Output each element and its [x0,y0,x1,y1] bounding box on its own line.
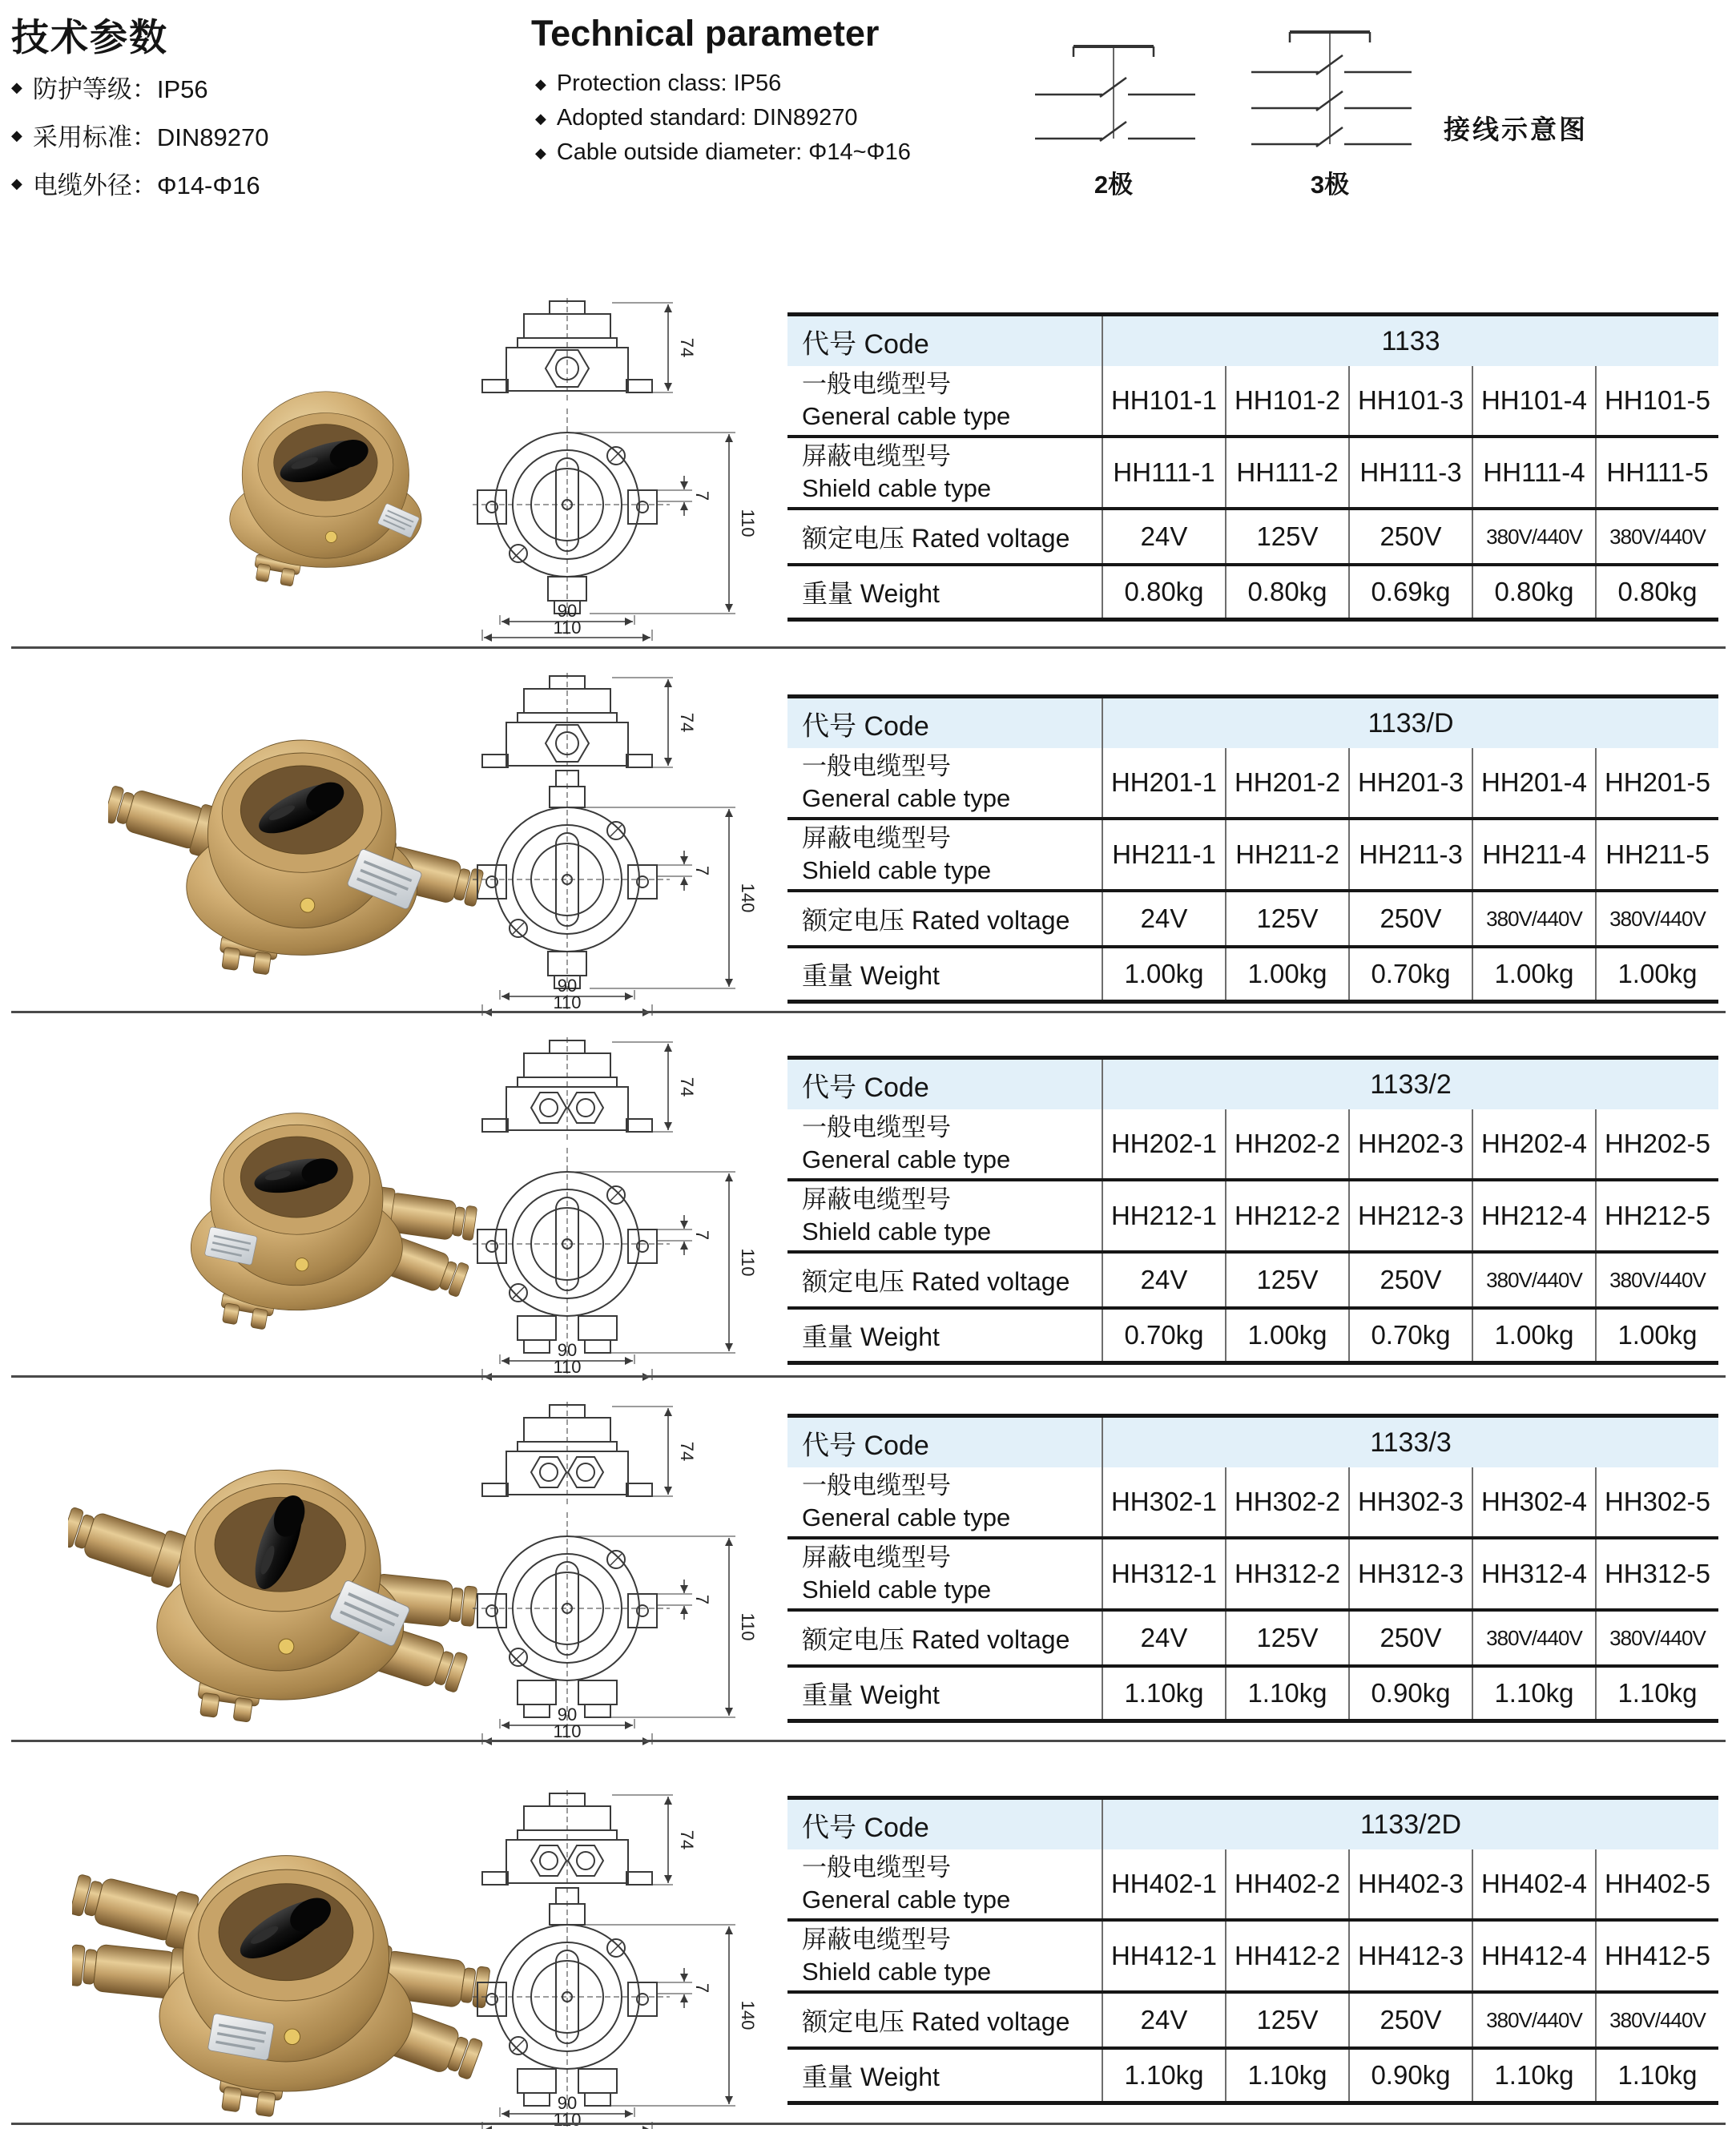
table-row-code [787,698,1718,748]
table-row-shield [787,820,1718,892]
cell: HH402-4 [1472,1849,1595,1918]
diamond-bullet-icon: ◆ [535,110,546,127]
table-row-weight [787,948,1718,1004]
table-row-voltage [787,892,1718,948]
table-row-shield [787,1539,1718,1612]
dim-side-height: 74 [677,712,697,733]
diamond-bullet-icon: ◆ [11,127,22,143]
table-row-general [787,1849,1718,1922]
product-section-1133 [0,184,1736,646]
cell: HH101-3 [1348,366,1472,435]
cell: 0.80kg [1225,566,1348,618]
dim-hole-spacing: 90 [557,601,578,621]
cell: 380V/440V [1472,1254,1595,1306]
cell: HH211-2 [1225,820,1348,889]
cell: HH302-1 [1102,1467,1225,1536]
cell: HH302-3 [1348,1467,1472,1536]
spec-list-cn [11,69,268,201]
cell: 0.70kg [1348,1310,1472,1361]
wiring-caption: 接线示意图 [1444,115,1588,144]
code-value: 1133 [1102,316,1718,366]
cell: HH101-5 [1595,366,1718,435]
table-row-code [787,1060,1718,1109]
cell: HH312-3 [1348,1539,1472,1608]
dim-hole-spacing: 90 [557,1704,578,1725]
cell: HH312-2 [1225,1539,1348,1608]
cell: HH211-5 [1595,820,1718,889]
table-row-weight [787,2050,1718,2105]
cell: 0.80kg [1472,566,1595,618]
row-label: 重量 Weight [802,1322,940,1351]
cell: 0.90kg [1348,2050,1472,2101]
product-photo [72,1812,497,2128]
diamond-bullet-icon: ◆ [535,75,546,92]
cell: 380V/440V [1595,892,1718,945]
cell: HH312-5 [1595,1539,1718,1608]
cell: HH202-3 [1348,1109,1472,1178]
product-photo [172,328,477,637]
dim-hole-spacing: 90 [557,2093,578,2113]
cell: 1.10kg [1472,2050,1595,2101]
cell: 1.10kg [1595,1668,1718,1719]
cell: 1.10kg [1595,2050,1718,2101]
technical-drawing [471,1790,787,2129]
row-label: 一般电缆型号 General cable type [802,1113,1011,1173]
product-photo [68,1427,485,1736]
cell: 380V/440V [1595,1612,1718,1664]
cell: 24V [1102,892,1225,945]
cell: HH101-1 [1102,366,1225,435]
spec-text: Adopted standard: DIN89270 [556,105,858,131]
product-photo [132,1055,485,1363]
technical-drawing [471,298,787,642]
cell: HH111-2 [1225,438,1348,507]
row-label: 代号 Code [802,710,929,742]
cell: HH412-4 [1472,1922,1595,1990]
section-divider [11,1740,1726,1742]
spec-item [535,105,911,131]
dim-front-height: 110 [738,1612,758,1641]
table-row-shield [787,438,1718,510]
cell: HH312-1 [1102,1539,1225,1608]
row-label: 额定电压 Rated voltage [802,524,1070,553]
cell: 1.10kg [1102,2050,1225,2101]
section-divider [11,1011,1726,1013]
cell: 0.69kg [1348,566,1472,618]
row-label: 代号 Code [802,1812,929,1843]
code-value: 1133/3 [1102,1418,1718,1467]
table-row-code [787,1800,1718,1849]
cell: 0.70kg [1102,1310,1225,1361]
product-section-1133D [0,650,1736,1011]
page-title-cn: 技术参数 [11,16,168,58]
cell: HH402-1 [1102,1849,1225,1918]
row-label: 额定电压 Rated voltage [802,906,1070,935]
spec-list-en [535,70,911,166]
cell: 0.80kg [1595,566,1718,618]
cell: 125V [1225,892,1348,945]
row-label: 屏蔽电缆型号 Shield cable type [802,824,992,884]
cell: 250V [1348,1612,1472,1664]
wiring-schematic [1017,22,1466,160]
cell: 380V/440V [1472,892,1595,945]
cell: 1.10kg [1225,2050,1348,2101]
dim-hole-spacing: 90 [557,976,578,996]
dim-slot: 7 [692,865,712,876]
cell: HH302-2 [1225,1467,1348,1536]
page-bottom-rule [11,2123,1726,2125]
cell: HH212-3 [1348,1181,1472,1250]
cell: HH201-1 [1102,748,1225,817]
cell: HH211-4 [1472,820,1595,889]
table-row-general [787,1467,1718,1539]
row-label: 一般电缆型号 General cable type [802,1471,1011,1531]
row-label: 代号 Code [802,1072,929,1103]
cell: HH212-4 [1472,1181,1595,1250]
cell: HH412-2 [1225,1922,1348,1990]
row-label: 重量 Weight [802,961,940,990]
cell: 1.00kg [1102,948,1225,1000]
cell: HH201-2 [1225,748,1348,817]
dim-side-height: 74 [677,337,697,358]
cell: HH101-2 [1225,366,1348,435]
dim-slot: 7 [692,1230,712,1241]
cell: HH402-2 [1225,1849,1348,1918]
row-label: 额定电压 Rated voltage [802,1267,1070,1296]
cell: HH312-4 [1472,1539,1595,1608]
cell: HH402-5 [1595,1849,1718,1918]
cell: 380V/440V [1472,1994,1595,2046]
row-label: 屏蔽电缆型号 Shield cable type [802,1185,992,1246]
row-label: 重量 Weight [802,1680,940,1709]
technical-drawing [471,1037,787,1382]
row-label: 代号 Code [802,1430,929,1461]
dim-overall-width: 110 [553,618,582,638]
row-label: 一般电缆型号 General cable type [802,370,1011,430]
table-row-general [787,366,1718,438]
spec-text: 采用标准：DIN89270 [32,123,269,151]
dim-overall-width: 110 [553,1357,582,1377]
product-section-1133-3 [0,1379,1736,1740]
spec-table [787,694,1718,1004]
wiring-label-3pole: 3极 [1310,171,1350,199]
cell: HH211-3 [1348,820,1472,889]
cell: HH111-1 [1102,438,1225,507]
spec-item [11,117,268,153]
cell: 380V/440V [1595,1994,1718,2046]
cell: HH302-5 [1595,1467,1718,1536]
spec-text: Cable outside diameter: Φ14~Φ16 [556,139,911,165]
product-photo [108,686,493,1003]
cell: HH402-3 [1348,1849,1472,1918]
dim-side-height: 74 [677,1441,697,1462]
table-row-code [787,1418,1718,1467]
spec-text: Protection class: IP56 [556,70,782,96]
spec-table [787,1056,1718,1365]
spec-table [787,1414,1718,1723]
dim-hole-spacing: 90 [557,1340,578,1360]
technical-drawing [471,1402,787,1746]
cell: 125V [1225,1254,1348,1306]
code-value: 1133/2 [1102,1060,1718,1109]
table-row-weight [787,1668,1718,1723]
cell: HH101-4 [1472,366,1595,435]
cell: 380V/440V [1472,510,1595,563]
cell: 0.80kg [1102,566,1225,618]
section-divider [11,646,1726,649]
spec-item [535,70,911,97]
dim-slot: 7 [692,1982,712,1994]
cell: HH202-4 [1472,1109,1595,1178]
cell: 1.00kg [1225,1310,1348,1361]
cell: HH111-3 [1348,438,1472,507]
cell: 250V [1348,1994,1472,2046]
row-label: 代号 Code [802,328,929,360]
spec-item [11,69,268,105]
cell: HH202-5 [1595,1109,1718,1178]
spec-text: 电缆外径：Φ14-Φ16 [32,171,260,199]
row-label: 屏蔽电缆型号 Shield cable type [802,1926,992,1986]
spec-text: 防护等级：IP56 [32,75,208,103]
cell: HH201-3 [1348,748,1472,817]
cell: 1.00kg [1595,1310,1718,1361]
cell: 380V/440V [1595,1254,1718,1306]
table-row-shield [787,1922,1718,1994]
row-label: 一般电缆型号 General cable type [802,752,1011,812]
code-value: 1133/D [1102,698,1718,748]
code-value: 1133/2D [1102,1800,1718,1849]
row-label: 屏蔽电缆型号 Shield cable type [802,1543,992,1604]
dim-slot: 7 [692,490,712,501]
cell: HH111-5 [1595,438,1718,507]
row-label: 额定电压 Rated voltage [802,2007,1070,2036]
cell: 0.70kg [1348,948,1472,1000]
cell: HH201-4 [1472,748,1595,817]
wiring-diagram-icon [1017,22,1466,159]
cell: 125V [1225,510,1348,563]
row-label: 额定电压 Rated voltage [802,1625,1070,1654]
cell: 24V [1102,1254,1225,1306]
table-row-weight [787,1310,1718,1365]
cell: HH202-2 [1225,1109,1348,1178]
cell: 1.00kg [1472,948,1595,1000]
cell: 380V/440V [1595,510,1718,563]
table-row-voltage [787,1994,1718,2050]
section-divider [11,1375,1726,1378]
cell: HH201-5 [1595,748,1718,817]
cell: HH302-4 [1472,1467,1595,1536]
dim-overall-width: 110 [553,992,582,1012]
wiring-label-2pole: 2极 [1094,171,1134,199]
cell: 24V [1102,1994,1225,2046]
dim-side-height: 74 [677,1077,697,1097]
cell: 24V [1102,1612,1225,1664]
dim-front-height: 110 [738,1248,758,1277]
technical-drawing [471,673,787,1017]
spec-item [535,139,911,166]
dim-slot: 7 [692,1594,712,1605]
cell: HH412-5 [1595,1922,1718,1990]
cell: 1.10kg [1472,1668,1595,1719]
cell: HH212-5 [1595,1181,1718,1250]
cell: 125V [1225,1994,1348,2046]
cell: 1.00kg [1225,948,1348,1000]
table-row-shield [787,1181,1718,1254]
cell: HH212-1 [1102,1181,1225,1250]
table-row-general [787,748,1718,820]
row-label: 屏蔽电缆型号 Shield cable type [802,442,992,502]
cell: 250V [1348,510,1472,563]
diamond-bullet-icon: ◆ [11,175,22,191]
cell: HH212-2 [1225,1181,1348,1250]
table-row-voltage [787,1254,1718,1310]
spec-table [787,312,1718,622]
dim-side-height: 74 [677,1829,697,1850]
page-title-en: Technical parameter [531,13,880,54]
dim-overall-width: 110 [553,2110,582,2129]
cell: 1.00kg [1595,948,1718,1000]
cell: 250V [1348,1254,1472,1306]
dim-front-height: 110 [738,509,758,537]
cell: 1.10kg [1102,1668,1225,1719]
product-section-1133-2 [0,1015,1736,1375]
dim-front-height: 140 [738,883,758,913]
table-row-voltage [787,510,1718,566]
cell: 250V [1348,892,1472,945]
cell: HH412-3 [1348,1922,1472,1990]
row-label: 重量 Weight [802,2063,940,2091]
cell: HH111-4 [1472,438,1595,507]
cell: 380V/440V [1472,1612,1595,1664]
diamond-bullet-icon: ◆ [535,144,546,161]
cell: 1.00kg [1472,1310,1595,1361]
cell: 125V [1225,1612,1348,1664]
cell: HH211-1 [1102,820,1225,889]
dim-overall-width: 110 [553,1721,582,1741]
cell: HH412-1 [1102,1922,1225,1990]
cell: 24V [1102,510,1225,563]
product-section-1133-2D [0,1744,1736,2129]
table-row-weight [787,566,1718,622]
cell: 1.10kg [1225,1668,1348,1719]
cell: HH202-1 [1102,1109,1225,1178]
table-row-general [787,1109,1718,1181]
table-row-voltage [787,1612,1718,1668]
cell: 0.90kg [1348,1668,1472,1719]
spec-table [787,1796,1718,2105]
row-label: 一般电缆型号 General cable type [802,1853,1011,1914]
diamond-bullet-icon: ◆ [11,78,22,95]
dim-front-height: 140 [738,2000,758,2030]
table-row-code [787,316,1718,366]
row-label: 重量 Weight [802,579,940,608]
